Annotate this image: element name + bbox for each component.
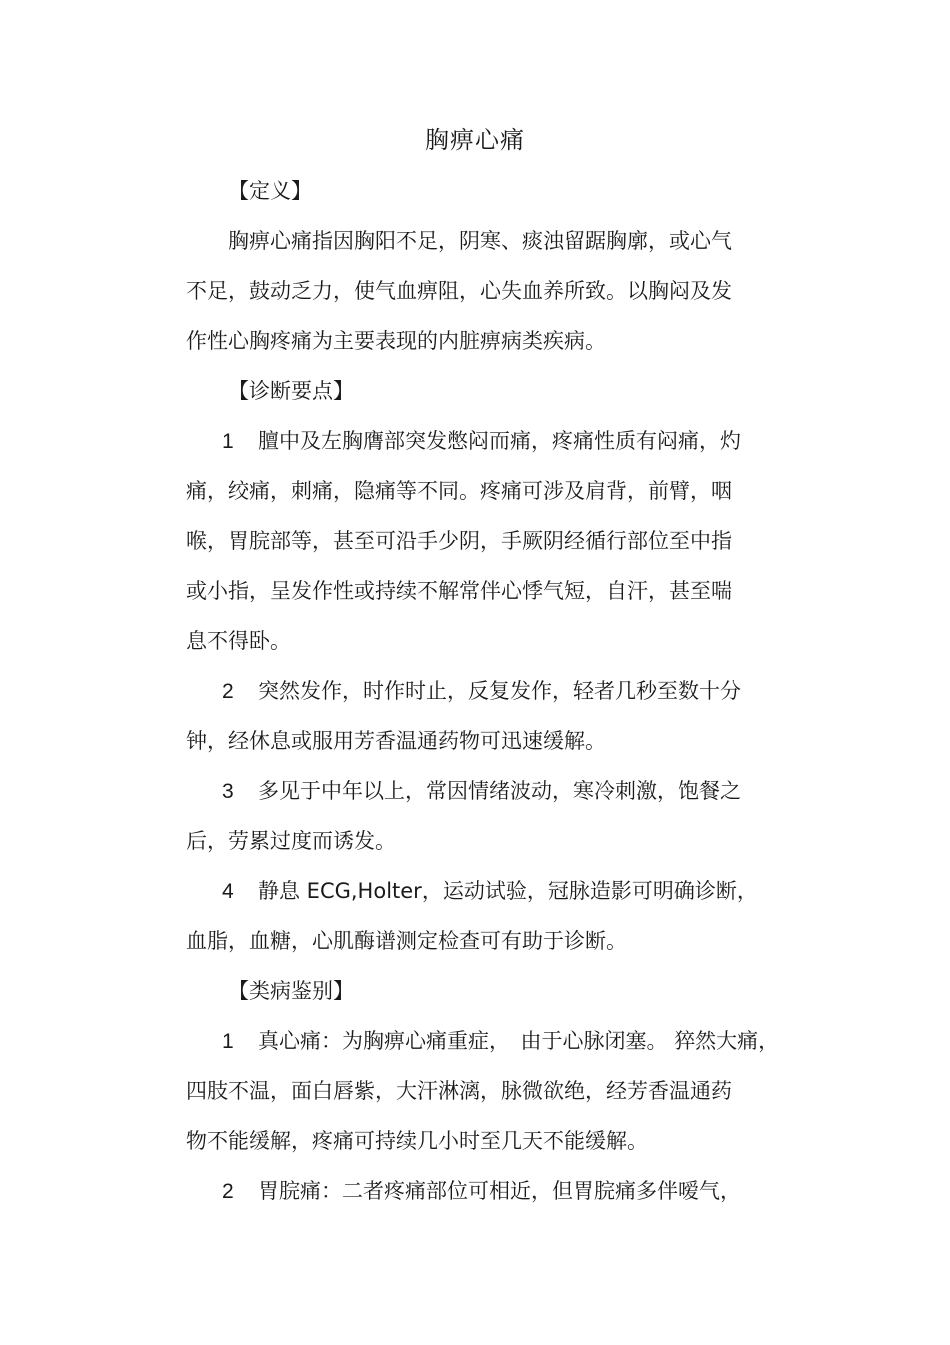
item-text: 真心痛：为胸痹心痛重症， 由于心脉闭塞。 猝然大痛， <box>258 1029 780 1053</box>
item-number: 3 <box>222 780 234 803</box>
definition-line: 不足，鼓动乏力，使气血痹阻，心失血养所致。以胸闷及发 <box>186 279 732 303</box>
item-text: 胃脘痛：二者疼痛部位可相近，但胃脘痛多伴嗳气， <box>258 1179 741 1203</box>
item-number: 2 <box>222 680 234 703</box>
item-text: 静息 ECG,Holter，运动试验，冠脉造影可明确诊断， <box>258 879 758 903</box>
differential-item-first-line <box>222 1176 741 1207</box>
differential-item-line: 物不能缓解，疼痛可持续几小时至几天不能缓解。 <box>186 1129 648 1153</box>
diagnosis-item-line: 血脂，血糖，心肌酶谱测定检查可有助于诊断。 <box>186 929 627 953</box>
diagnosis-item-first-line <box>222 676 741 707</box>
differential-item-line: 四肢不温，面白唇紫，大汗淋漓，脉微欲绝，经芳香温通药 <box>186 1079 732 1103</box>
item-number: 2 <box>222 1180 234 1203</box>
item-number: 1 <box>222 1030 234 1053</box>
section-header-differential: 【类病鉴别】 <box>228 979 354 1003</box>
section-header-definition: 【定义】 <box>228 179 312 203</box>
diagnosis-item-line: 后，劳累过度而诱发。 <box>186 829 396 853</box>
item-text: 突然发作，时作时止，反复发作，轻者几秒至数十分 <box>258 679 741 703</box>
diagnosis-item-line: 钟，经休息或服用芳香温通药物可迅速缓解。 <box>186 729 606 753</box>
diagnosis-item-line: 喉，胃脘部等，甚至可沿手少阴，手厥阴经循行部位至中指 <box>186 529 732 553</box>
definition-line: 作性心胸疼痛为主要表现的内脏痹病类疾病。 <box>186 329 606 353</box>
item-text: 多见于中年以上，常因情绪波动，寒冷刺激，饱餐之 <box>258 779 741 803</box>
diagnosis-item-first-line <box>222 876 758 907</box>
definition-line: 胸痹心痛指因胸阳不足，阴寒、痰浊留踞胸廓，或心气 <box>228 229 732 253</box>
diagnosis-item-line: 息不得卧。 <box>186 629 291 653</box>
differential-item-first-line <box>222 1026 779 1057</box>
item-number: 4 <box>222 880 234 903</box>
diagnosis-item-line: 痛，绞痛，刺痛，隐痛等不同。疼痛可涉及肩背，前臂，咽 <box>186 479 732 503</box>
diagnosis-item-first-line <box>222 426 741 457</box>
section-header-diagnosis: 【诊断要点】 <box>228 379 354 403</box>
page-title: 胸痹心痛 <box>425 126 525 154</box>
item-text: 膻中及左胸膺部突发憋闷而痛，疼痛性质有闷痛，灼 <box>258 429 741 453</box>
diagnosis-item-first-line <box>222 776 741 807</box>
item-number: 1 <box>222 430 234 453</box>
diagnosis-item-line: 或小指，呈发作性或持续不解常伴心悸气短，自汗，甚至喘 <box>186 579 732 603</box>
